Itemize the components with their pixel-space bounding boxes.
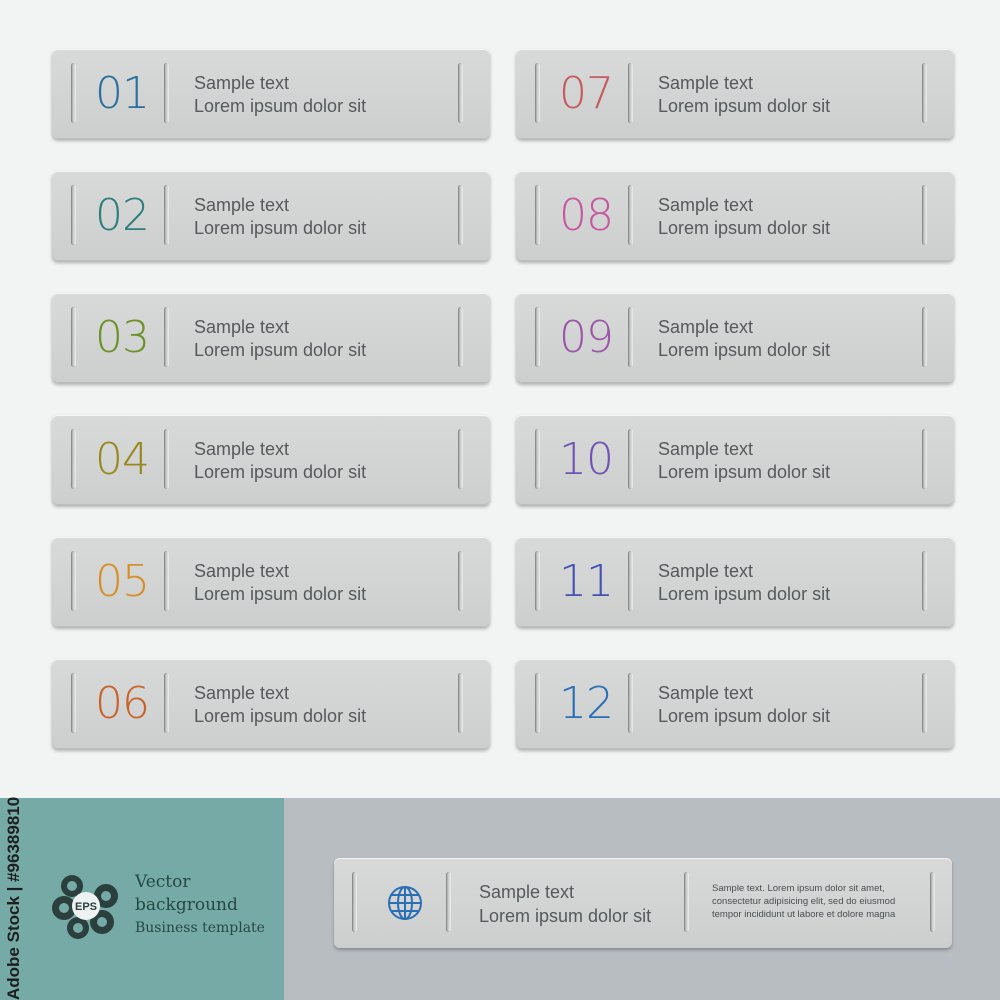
list-item [52,415,490,505]
item-subtitle: Lorem ipsum dolor sit [658,462,831,482]
plate-groove [535,63,540,123]
plate-groove [458,673,463,733]
plate-groove [71,551,76,611]
plate-groove [535,429,540,489]
plate-groove [628,429,633,489]
brand-title: Vector [135,872,191,892]
item-number: 05 [95,556,149,607]
plate-groove [535,673,540,733]
plate-groove [628,307,633,367]
plate-groove [71,63,76,123]
plate-groove [164,307,169,367]
plate-groove [628,185,633,245]
plate-groove [71,185,76,245]
item-number: 12 [559,678,613,729]
plate-groove [922,63,927,123]
plate-groove [164,551,169,611]
item-subtitle: Lorem ipsum dolor sit [658,340,831,360]
plate-groove [628,551,633,611]
plate-groove [684,872,689,932]
plate-groove [446,872,451,932]
eps-flower-icon [50,872,130,942]
item-number: 01 [95,68,149,119]
item-number: 02 [95,190,149,241]
item-title: Sample text [658,683,754,703]
plate-groove [628,63,633,123]
list-item [516,171,954,261]
plate-groove [71,673,76,733]
item-number: 03 [95,312,149,363]
list-item [516,293,954,383]
plate-groove [930,872,935,932]
item-subtitle: Lorem ipsum dolor sit [194,340,367,360]
item-title: Sample text [194,317,290,337]
list-item [52,293,490,383]
footer-plate-body: Sample text. Lorem ipsum dolor sit amet, consectetur adipisicing elit, sed do eiusmod tempor incididunt ut labore et dolore magna [712,883,896,920]
plate-groove [458,307,463,367]
plate-groove [628,673,633,733]
item-subtitle: Lorem ipsum dolor sit [658,584,831,604]
item-title: Sample text [658,195,754,215]
item-title: Sample text [658,317,754,337]
plate-groove [71,429,76,489]
plate-groove [164,429,169,489]
plate-groove [922,429,927,489]
list-item [516,415,954,505]
brand-subtitle: background [135,895,238,915]
footer-plate-subtitle: Lorem ipsum dolor sit [479,906,652,926]
plate-groove [352,872,357,932]
item-title: Sample text [658,73,754,93]
item-number: 07 [559,68,613,119]
list-item [52,537,490,627]
item-title: Sample text [658,439,754,459]
plate-groove [458,63,463,123]
footer-plate [334,858,952,948]
plate-groove [458,429,463,489]
plate-groove [535,185,540,245]
item-subtitle: Lorem ipsum dolor sit [194,462,367,482]
list-item [52,171,490,261]
list-item [52,49,490,139]
item-subtitle: Lorem ipsum dolor sit [194,706,367,726]
item-subtitle: Lorem ipsum dolor sit [194,218,367,238]
item-number: 11 [559,556,613,607]
plate-groove [922,551,927,611]
stock-id-label: Adobe Stock | #96389810 [4,796,23,1000]
item-subtitle: Lorem ipsum dolor sit [658,218,831,238]
plate-groove [922,673,927,733]
plate-groove [922,307,927,367]
item-subtitle: Lorem ipsum dolor sit [658,706,831,726]
item-title: Sample text [194,439,290,459]
item-number: 08 [559,190,613,241]
list-item [516,49,954,139]
item-number: 06 [95,678,149,729]
item-subtitle: Lorem ipsum dolor sit [194,584,367,604]
plate-groove [535,307,540,367]
item-title: Sample text [194,561,290,581]
item-title: Sample text [194,683,290,703]
item-subtitle: Lorem ipsum dolor sit [658,96,831,116]
item-number: 09 [559,312,613,363]
plate-groove [71,307,76,367]
plate-groove [164,185,169,245]
plate-groove [164,673,169,733]
item-title: Sample text [658,561,754,581]
list-item [52,659,490,749]
item-number: 10 [559,434,613,485]
eps-logo-text: EPS [74,901,98,913]
item-title: Sample text [194,195,290,215]
plate-groove [458,551,463,611]
item-number: 04 [95,434,149,485]
list-item [516,537,954,627]
plate-groove [164,63,169,123]
item-title: Sample text [194,73,290,93]
brand-tagline: Business template [135,920,265,936]
footer-plate-title: Sample text [479,882,575,902]
eps-logo [50,872,130,947]
item-subtitle: Lorem ipsum dolor sit [194,96,367,116]
globe-icon [386,884,424,922]
plate-groove [535,551,540,611]
plate-groove [922,185,927,245]
plate-groove [458,185,463,245]
list-item [516,659,954,749]
